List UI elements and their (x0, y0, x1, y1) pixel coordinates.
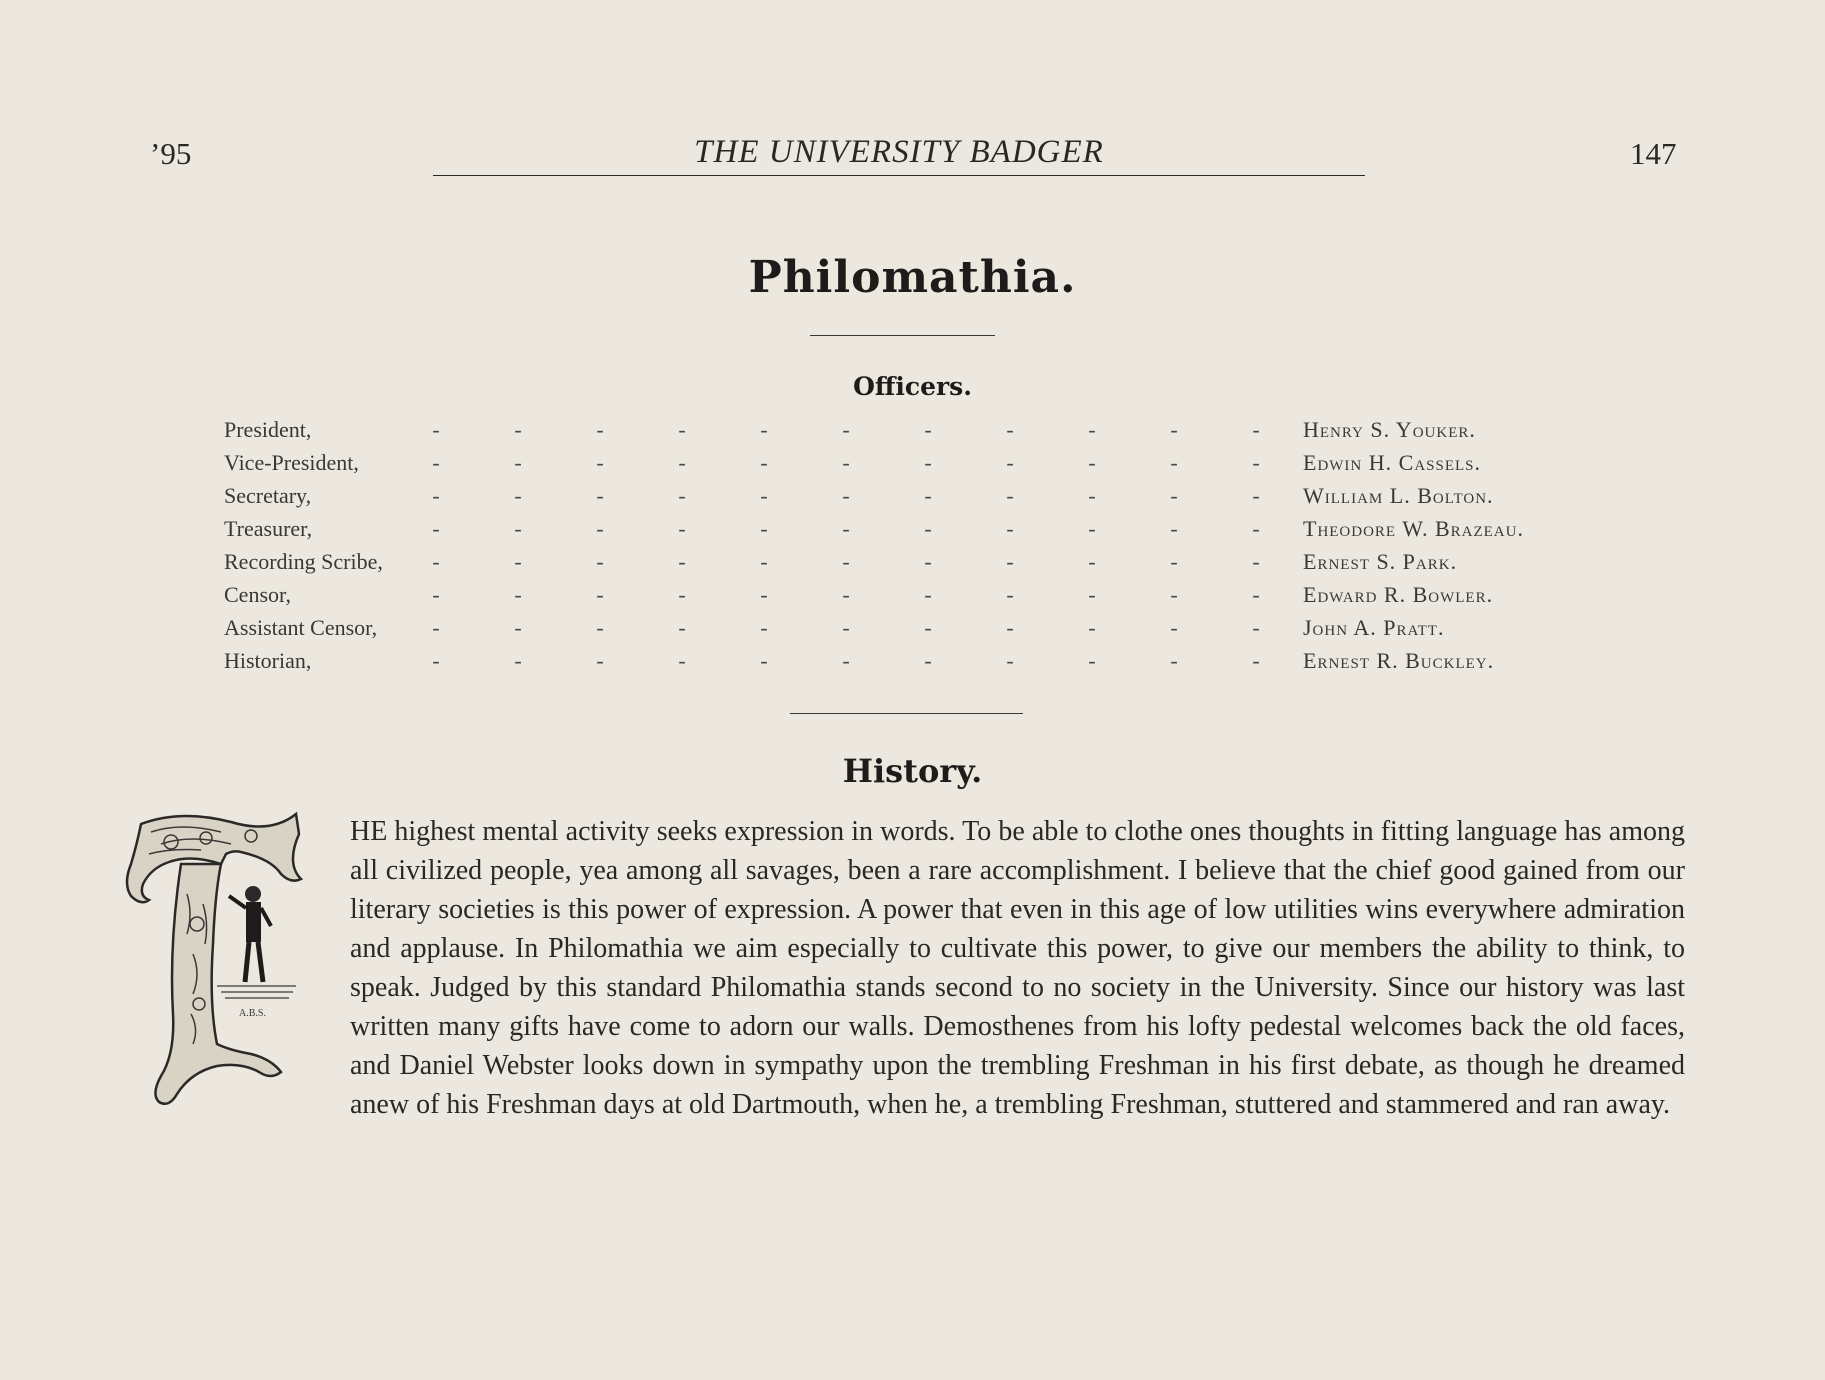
leader-dashes: - - - - - - - - - - - (432, 615, 1260, 640)
leader-dashes: - - - - - - - - - - - (432, 417, 1260, 442)
officer-row (0, 450, 1825, 483)
officer-role: Historian, (224, 648, 312, 673)
officer-name: Edward R. Bowler. (1303, 582, 1494, 607)
running-header-year: ’95 (150, 136, 192, 171)
illuminated-initial (121, 804, 336, 1114)
officer-row (0, 648, 1825, 681)
officer-name: William L. Bolton. (1303, 483, 1494, 508)
first-word-rest: HE (350, 816, 388, 847)
officer-row (0, 483, 1825, 516)
officer-name: Ernest S. Park. (1303, 549, 1458, 574)
officer-role: Recording Scribe, (224, 549, 383, 574)
officer-role: President, (224, 417, 312, 442)
header-rule (433, 175, 1365, 176)
officer-role: Vice-President, (224, 450, 359, 475)
page-number: 147 (1630, 136, 1677, 171)
leader-dashes: - - - - - - - - - - - (432, 516, 1260, 541)
title-divider (810, 335, 995, 336)
officer-name: Henry S. Youker. (1303, 417, 1476, 442)
officer-name: John A. Pratt. (1303, 615, 1445, 640)
officer-row (0, 549, 1825, 582)
history-paragraph (123, 812, 1685, 1124)
illuminated-initial-illustration (121, 804, 336, 1114)
leader-dashes: - - - - - - - - - - - (432, 582, 1260, 607)
officers-divider (790, 713, 1023, 714)
officer-role: Censor, (224, 582, 291, 607)
officer-role: Treasurer, (224, 516, 313, 541)
leader-dashes: - - - - - - - - - - - (432, 648, 1260, 673)
officer-name: Edwin H. Cassels. (1303, 450, 1482, 475)
leader-dashes: - - - - - - - - - - - (432, 549, 1260, 574)
history-body: highest mental activity seeks expression in words. To be able to clothe ones thoughts in fitting language has among all civilized people, yea among all savages, been a rare accomplishment. I believe that the chief good gained from our literary societies is this power of expression. A power that even in this age of low utilities wins everywhere admiration and applause. In Philomathia we aim especially to cultivate this power, to give our members the ability to think, to speak. Judged by this standard Philomathia stands second to no society in the University. Since our history was last written many gifts have come to adorn our walls. Demosthenes from his lofty pedestal welcomes back the old faces, and Daniel Webster looks down in sympathy upon the trembling Freshman in his first debate, as though he dreamed anew of his Freshman days at old Dartmouth, when he, a trembling Freshman, stuttered and stammered and ran away. (350, 816, 1685, 1120)
running-header-title: THE UNIVERSITY BADGER (694, 134, 1104, 170)
officer-name: Ernest R. Buckley. (1303, 648, 1495, 673)
history-heading: History. (842, 752, 983, 790)
officer-row (0, 417, 1825, 450)
officer-role: Assistant Censor, (224, 615, 378, 640)
society-title: Philomathia. (748, 252, 1077, 303)
officer-name: Theodore W. Brazeau. (1303, 516, 1524, 541)
officers-heading: Officers. (853, 372, 972, 401)
officer-role: Secretary, (224, 483, 312, 508)
officer-row (0, 516, 1825, 549)
leader-dashes: - - - - - - - - - - - (432, 450, 1260, 475)
officer-row (0, 615, 1825, 648)
initial-signature: A.B.S. (239, 1008, 266, 1019)
officer-row (0, 582, 1825, 615)
leader-dashes: - - - - - - - - - - - (432, 483, 1260, 508)
